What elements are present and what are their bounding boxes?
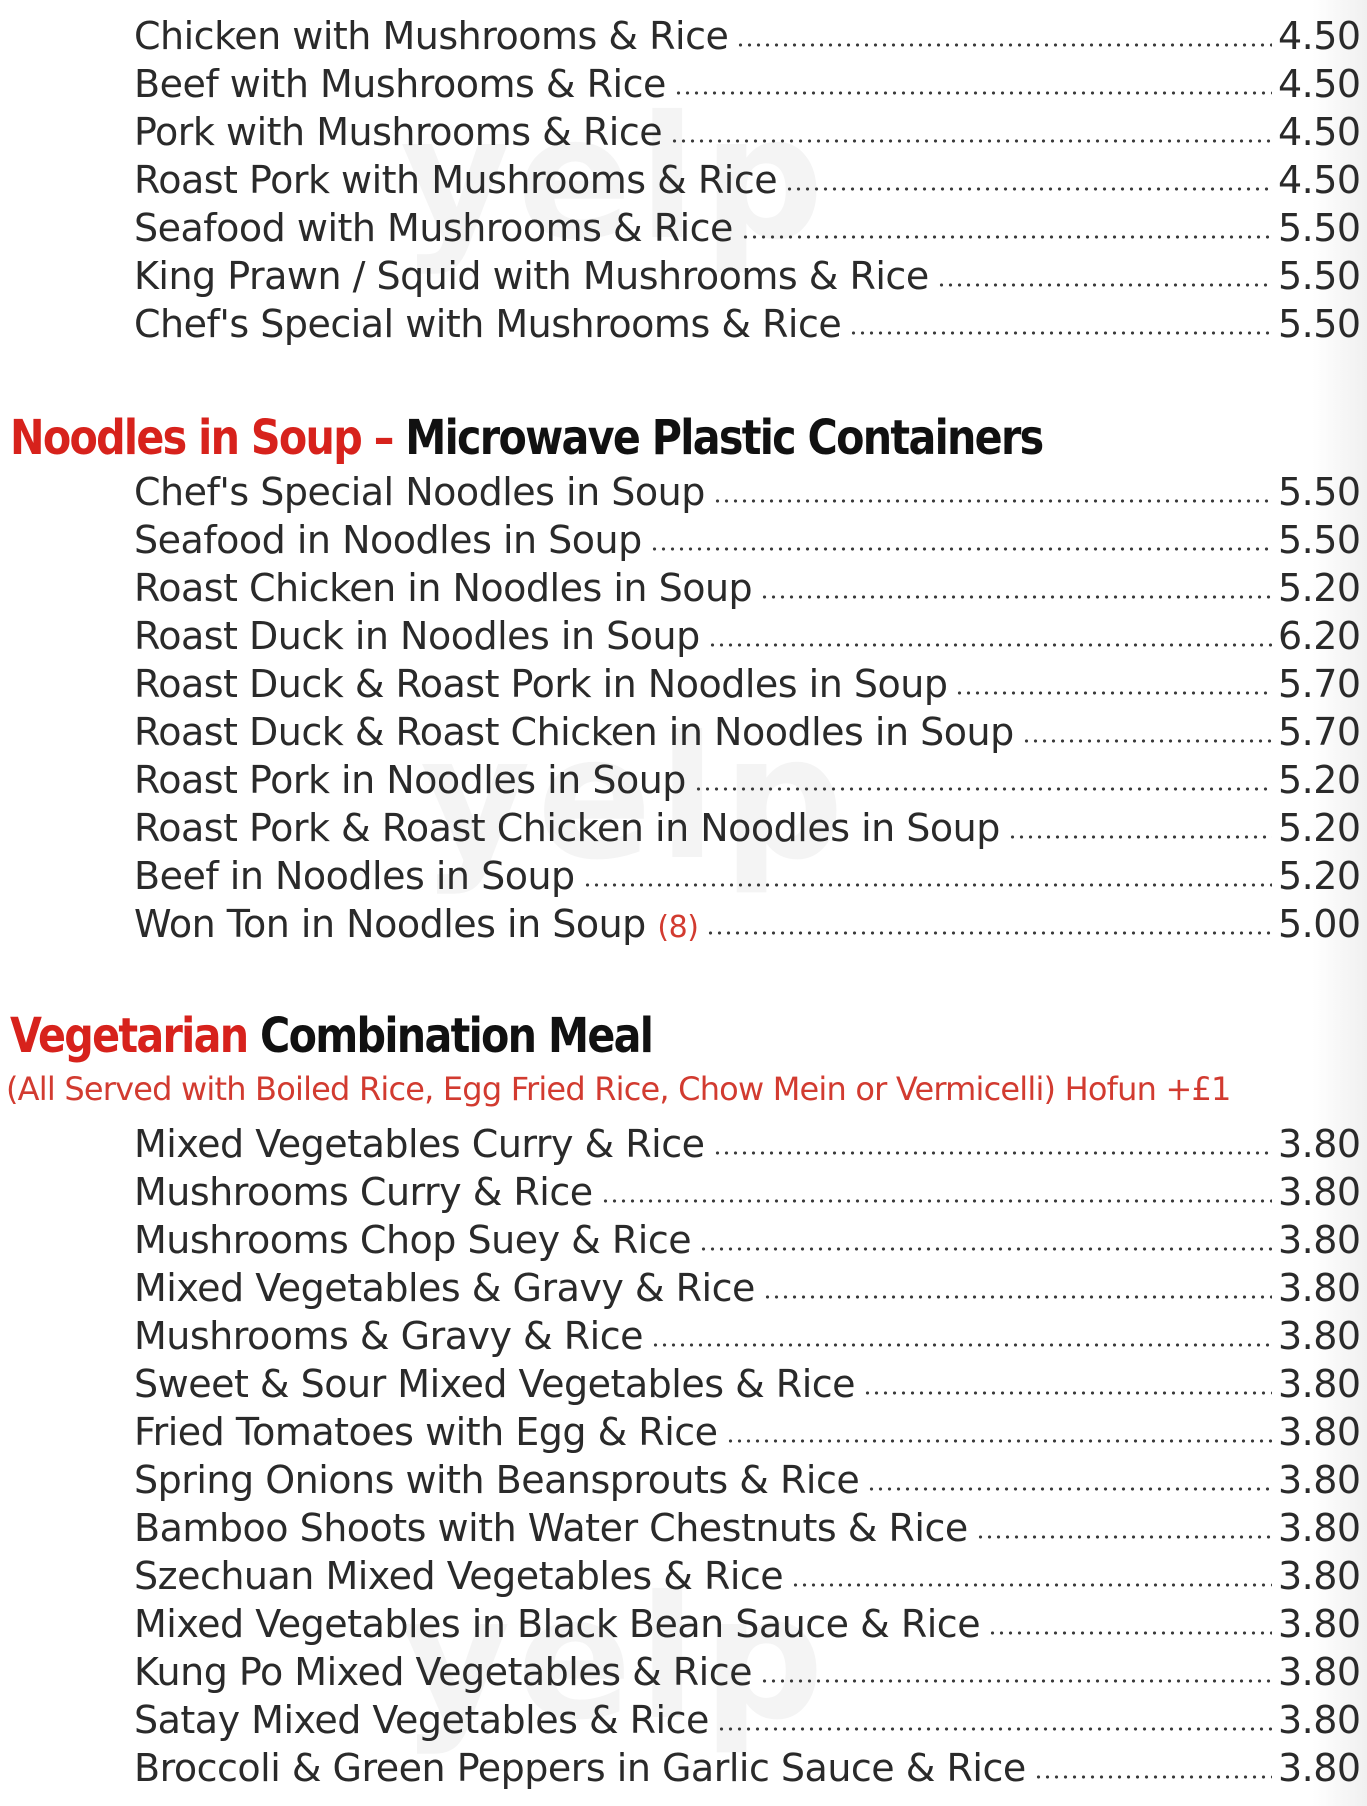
item-price: 3.80 [1278,1554,1361,1598]
item-name: Roast Duck in Noodles in Soup [134,614,700,658]
item-name: Seafood in Noodles in Soup [134,518,642,562]
menu-item [134,1694,1362,1742]
item-price: 5.50 [1278,206,1361,250]
menu-item [134,1262,1362,1310]
dot-leader [726,1437,1272,1445]
dot-leader [1022,737,1272,745]
item-price: 5.50 [1278,470,1361,514]
item-name-text: Won Ton in Noodles in Soup [134,902,646,946]
item-name: Beef with Mushrooms & Rice [134,62,666,106]
menu-item [134,298,1362,346]
item-price: 4.50 [1278,62,1361,106]
mushroom-rice-list [134,10,1362,346]
dot-leader [763,1293,1272,1301]
dot-leader [863,1389,1272,1397]
menu-item [134,202,1362,250]
dot-leader [583,881,1272,889]
dot-leader [791,1581,1272,1589]
item-price: 3.80 [1278,1266,1361,1310]
menu-item [134,58,1362,106]
menu-item [134,802,1362,850]
dot-leader [955,689,1272,697]
item-price: 5.50 [1278,302,1361,346]
menu-item [134,1598,1362,1646]
item-price: 4.50 [1278,158,1361,202]
menu-item [134,1310,1362,1358]
heading-black-part: Microwave Plastic Containers [405,410,1043,466]
dot-leader [699,1245,1272,1253]
item-price: 3.80 [1278,1122,1361,1166]
item-name: Roast Duck & Roast Pork in Noodles in Soup [134,662,948,706]
dot-leader [785,185,1272,193]
item-price: 3.80 [1278,1506,1361,1550]
item-price: 4.50 [1278,110,1361,154]
menu-item [134,898,1362,946]
item-name: Roast Duck & Roast Chicken in Noodles in Soup [134,710,1014,754]
item-name: King Prawn / Squid with Mushrooms & Rice [134,254,929,298]
item-price: 3.80 [1278,1218,1361,1262]
item-price: 5.00 [1278,902,1361,946]
item-name: Mixed Vegetables in Black Bean Sauce & Rice [134,1602,981,1646]
item-name [134,902,698,946]
item-name: Mushrooms Chop Suey & Rice [134,1218,692,1262]
item-price: 6.20 [1278,614,1361,658]
item-name: Fried Tomatoes with Egg & Rice [134,1410,718,1454]
item-name: Roast Chicken in Noodles in Soup [134,566,753,610]
menu-item [134,154,1362,202]
menu-item [134,754,1362,802]
item-price: 4.50 [1278,14,1361,58]
menu-item [134,706,1362,754]
heading-red-part: Vegetarian [10,1008,261,1064]
section-heading-noodles-in-soup [10,410,1042,466]
heading-red-part: Noodles in Soup – [10,410,406,466]
item-name: Satay Mixed Vegetables & Rice [134,1698,709,1742]
item-name: Pork with Mushrooms & Rice [134,110,663,154]
item-name: Mushrooms & Gravy & Rice [134,1314,643,1358]
dot-leader [713,1149,1273,1157]
item-price: 3.80 [1278,1746,1361,1790]
section-heading-vegetarian [10,1008,652,1064]
item-name: Chef's Special Noodles in Soup [134,470,705,514]
dot-leader [694,785,1272,793]
item-note: (8) [657,910,699,945]
menu-item [134,1502,1362,1550]
menu-item [134,1550,1362,1598]
dot-leader [760,1677,1272,1685]
item-price: 3.80 [1278,1362,1361,1406]
menu-item [134,1118,1362,1166]
item-price: 3.80 [1278,1170,1361,1214]
item-name: Szechuan Mixed Vegetables & Rice [134,1554,784,1598]
dot-leader [1034,1773,1272,1781]
item-name: Bamboo Shoots with Water Chestnuts & Rice [134,1506,968,1550]
item-name: Mushrooms Curry & Rice [134,1170,593,1214]
item-name: Sweet & Sour Mixed Vegetables & Rice [134,1362,856,1406]
item-name: Kung Po Mixed Vegetables & Rice [134,1650,753,1694]
menu-item [134,514,1362,562]
dot-leader [650,545,1272,553]
menu-item [134,1406,1362,1454]
item-price: 5.70 [1278,710,1361,754]
item-name: Chef's Special with Mushrooms & Rice [134,302,842,346]
menu-item [134,1742,1362,1790]
menu-item [134,1214,1362,1262]
dot-leader [717,1725,1272,1733]
menu-item [134,850,1362,898]
dot-leader [937,281,1272,289]
vegetarian-serving-note: (All Served with Boiled Rice, Egg Fried Rice, Chow Mein or Vermicelli) Hofun +£1 [6,1070,1231,1108]
menu-item [134,1646,1362,1694]
item-price: 3.80 [1278,1698,1361,1742]
item-price: 3.80 [1278,1314,1361,1358]
dot-leader [760,593,1272,601]
dot-leader [849,329,1272,337]
item-price: 5.50 [1278,254,1361,298]
item-name: Chicken with Mushrooms & Rice [134,14,729,58]
dot-leader [651,1341,1272,1349]
vegetarian-list [134,1118,1362,1790]
item-price: 5.20 [1278,758,1361,802]
dot-leader [1008,833,1272,841]
item-price: 5.20 [1278,854,1361,898]
dot-leader [601,1197,1272,1205]
item-price: 3.80 [1278,1410,1361,1454]
menu-item [134,10,1362,58]
dot-leader [867,1485,1272,1493]
menu-item [134,250,1362,298]
dot-leader [674,89,1272,97]
item-name: Beef in Noodles in Soup [134,854,575,898]
menu-item [134,1454,1362,1502]
item-name: Roast Pork with Mushrooms & Rice [134,158,778,202]
item-name: Roast Pork & Roast Chicken in Noodles in Soup [134,806,1000,850]
item-name: Spring Onions with Beansprouts & Rice [134,1458,860,1502]
dot-leader [736,41,1272,49]
menu-item [134,658,1362,706]
menu-item [134,1166,1362,1214]
heading-black-part: Combination Meal [260,1008,653,1064]
item-name: Roast Pork in Noodles in Soup [134,758,686,802]
item-name: Mixed Vegetables Curry & Rice [134,1122,705,1166]
item-price: 5.20 [1278,566,1361,610]
item-price: 5.50 [1278,518,1361,562]
menu-item [134,1358,1362,1406]
item-name: Broccoli & Green Peppers in Garlic Sauce & Rice [134,1746,1026,1790]
dot-leader [976,1533,1272,1541]
item-price: 5.20 [1278,806,1361,850]
dot-leader [670,137,1272,145]
noodles-in-soup-list [134,466,1362,946]
dot-leader [713,497,1272,505]
item-name: Mixed Vegetables & Gravy & Rice [134,1266,755,1310]
menu-item [134,610,1362,658]
item-price: 5.70 [1278,662,1361,706]
menu-item [134,466,1362,514]
menu-item [134,106,1362,154]
dot-leader [741,233,1272,241]
dot-leader [706,929,1272,937]
item-price: 3.80 [1278,1650,1361,1694]
menu-item [134,562,1362,610]
dot-leader [988,1629,1272,1637]
item-price: 3.80 [1278,1602,1361,1646]
item-name: Seafood with Mushrooms & Rice [134,206,733,250]
dot-leader [708,641,1272,649]
item-price: 3.80 [1278,1458,1361,1502]
